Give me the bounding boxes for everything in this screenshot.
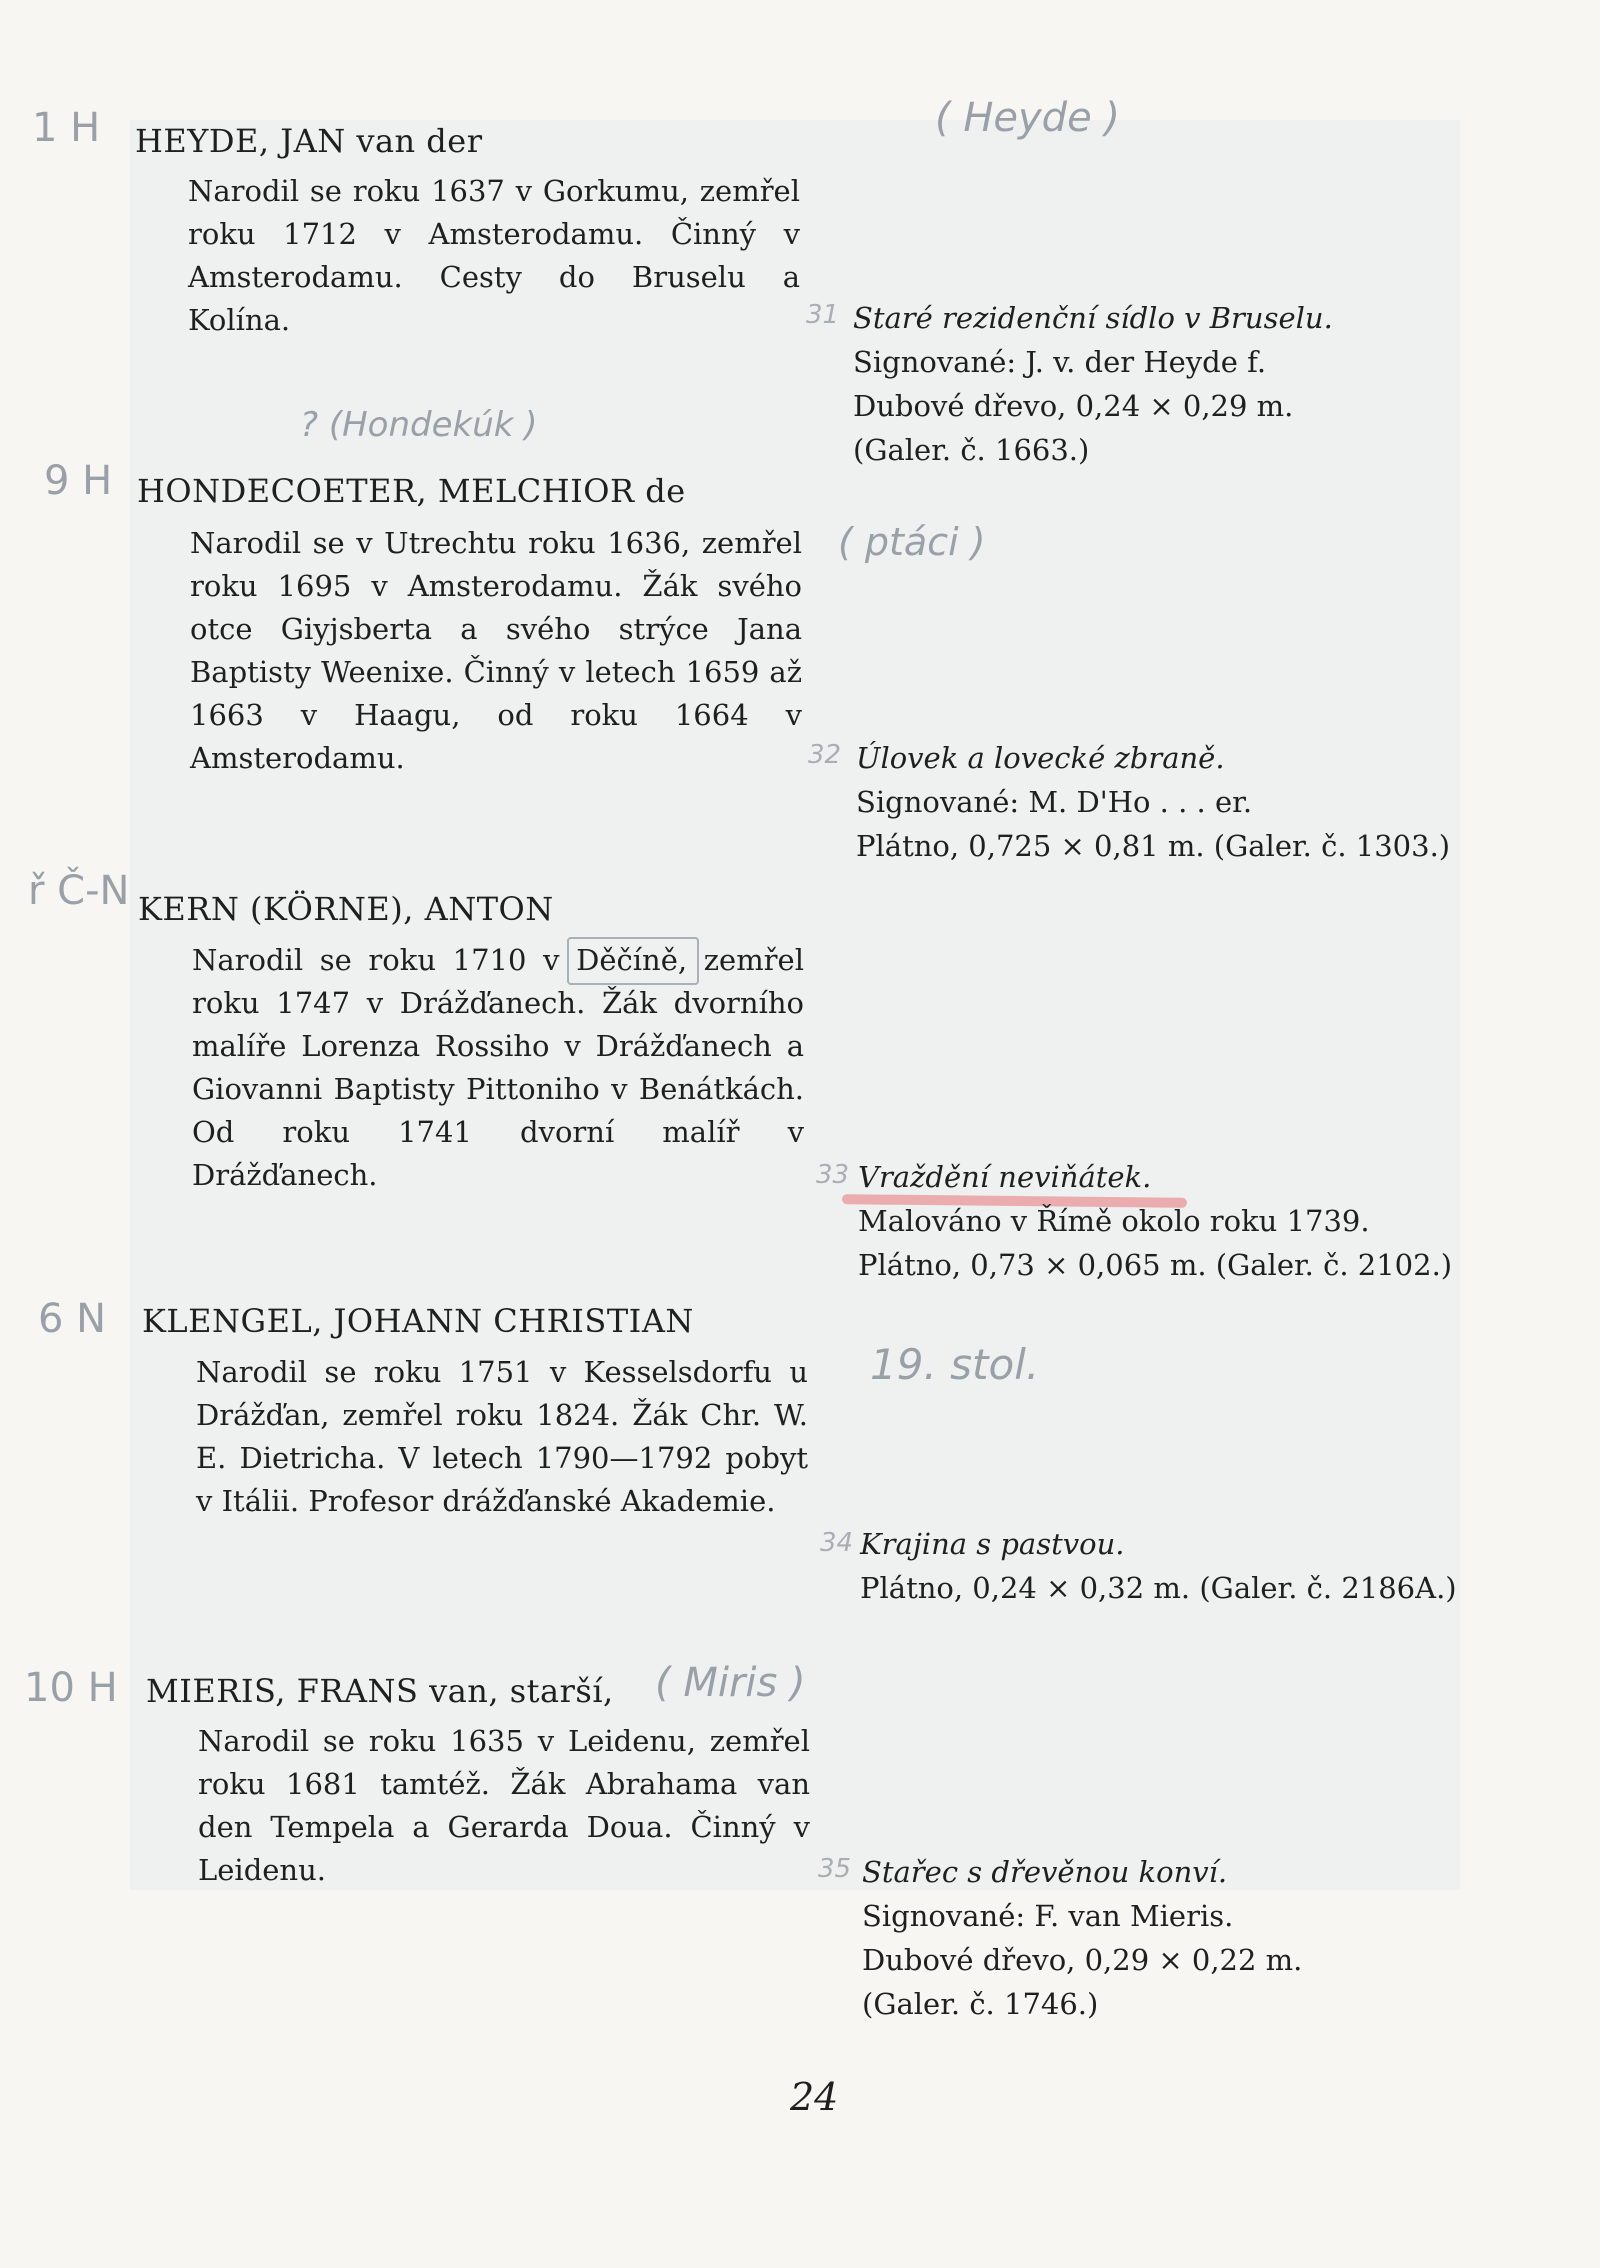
work-info: [856, 736, 1450, 868]
handwritten-annotation: ( Heyde ): [935, 95, 1120, 141]
work-line: Signované: J. v. der Heyde f.: [853, 345, 1267, 379]
artist-bio: Narodil se v Utrechtu roku 1636, zemřel roku 1695 v Amsterodamu. Žák svého otce Giyjsberta a svého strýce Jana Baptisty Weenixe. Činný v letech 1659 až 1663 v Haagu, od roku 1664 v Amsterodamu.: [190, 526, 802, 775]
handwritten-annotation: ? (Hondekúk ): [300, 405, 538, 445]
work-line: Dubové dřevo, 0,29 × 0,22 m.: [862, 1943, 1303, 1977]
artist-name: MIERIS, FRANS van, starší,: [146, 1672, 614, 1710]
margin-mark: 10 H: [24, 1665, 118, 1711]
work-info: [860, 1522, 1457, 1610]
work-number: 35: [818, 1854, 852, 1884]
work-line: Plátno, 0,24 × 0,32 m. (Galer. č. 2186A.): [860, 1571, 1457, 1605]
artist-name: HONDECOETER, MELCHIOR de: [137, 472, 686, 510]
work-line: Dubové dřevo, 0,24 × 0,29 m.: [853, 389, 1294, 423]
work-line: Plátno, 0,725 × 0,81 m. (Galer. č. 1303.): [856, 829, 1451, 863]
handwritten-annotation-birds: ( ptáci ): [838, 520, 986, 564]
work-line: Malováno v Římě okolo roku 1739.: [858, 1204, 1370, 1238]
work-line: Signované: F. van Mieris.: [862, 1899, 1234, 1933]
work-line: (Galer. č. 1663.): [853, 433, 1090, 467]
work-line: Plátno, 0,73 × 0,065 m. (Galer. č. 2102.): [858, 1248, 1453, 1282]
artist-name: KERN (KÖRNE), ANTON: [138, 890, 554, 928]
work-title: Úlovek a lovecké zbraně.: [856, 741, 1225, 775]
work-line: (Galer. č. 1746.): [862, 1987, 1099, 2021]
page-number: 24: [790, 2075, 839, 2119]
handwritten-annotation: 19. stol.: [870, 1340, 1040, 1389]
handwritten-annotation: ( Miris ): [655, 1660, 806, 1706]
work-number: 33: [816, 1160, 850, 1190]
work-info: [858, 1155, 1452, 1287]
margin-mark: ř Č-N: [28, 868, 130, 914]
work-line: Signované: M. D'Ho . . . er.: [856, 785, 1253, 819]
margin-mark: 1 H: [32, 105, 101, 151]
artist-name: HEYDE, JAN van der: [135, 122, 483, 160]
work-title: Staré rezidenční sídlo v Bruselu.: [853, 301, 1333, 335]
margin-mark: 9 H: [44, 458, 113, 504]
work-number: 32: [808, 740, 842, 770]
margin-mark: 6 N: [38, 1296, 107, 1342]
artist-bio: Narodil se roku 1637 v Gorkumu, zemřel roku 1712 v Amsterodamu. Činný v Amsterodamu. Cesty do Bruselu a Kolína.: [188, 174, 800, 337]
work-title: Krajina s pastvou.: [860, 1527, 1125, 1561]
artist-bio: Narodil se roku 1751 v Kesselsdorfu u Drážďan, zemřel roku 1824. Žák Chr. W. E. Dietricha. V letech 1790—1792 pobyt v Itálii. Profesor drážďanské Akademie.: [196, 1355, 808, 1518]
artist-bio: Narodil se roku 1635 v Leidenu, zemřel roku 1681 tamtéž. Žák Abrahama van den Tempela a Gerarda Doua. Činný v Leidenu.: [198, 1724, 810, 1887]
artist-name: KLENGEL, JOHANN CHRISTIAN: [142, 1302, 694, 1340]
work-number: 31: [806, 300, 840, 330]
work-info: [853, 296, 1333, 472]
work-number: 34: [820, 1528, 854, 1558]
work-info: [862, 1850, 1302, 2026]
work-title: Stařec s dřevěnou konví.: [862, 1855, 1228, 1889]
work-title: Vraždění neviňátek.: [858, 1160, 1152, 1194]
artist-bio: Narodil se roku 1710 v Děčíně, zemřel roku 1747 v Drážďanech. Žák dvorního malíře Lorenza Rossiho v Drážďanech a Giovanni Baptisty Pittoniho v Benátkách. Od roku 1741 dvorní malíř v Drážďanech.: [192, 943, 804, 1192]
